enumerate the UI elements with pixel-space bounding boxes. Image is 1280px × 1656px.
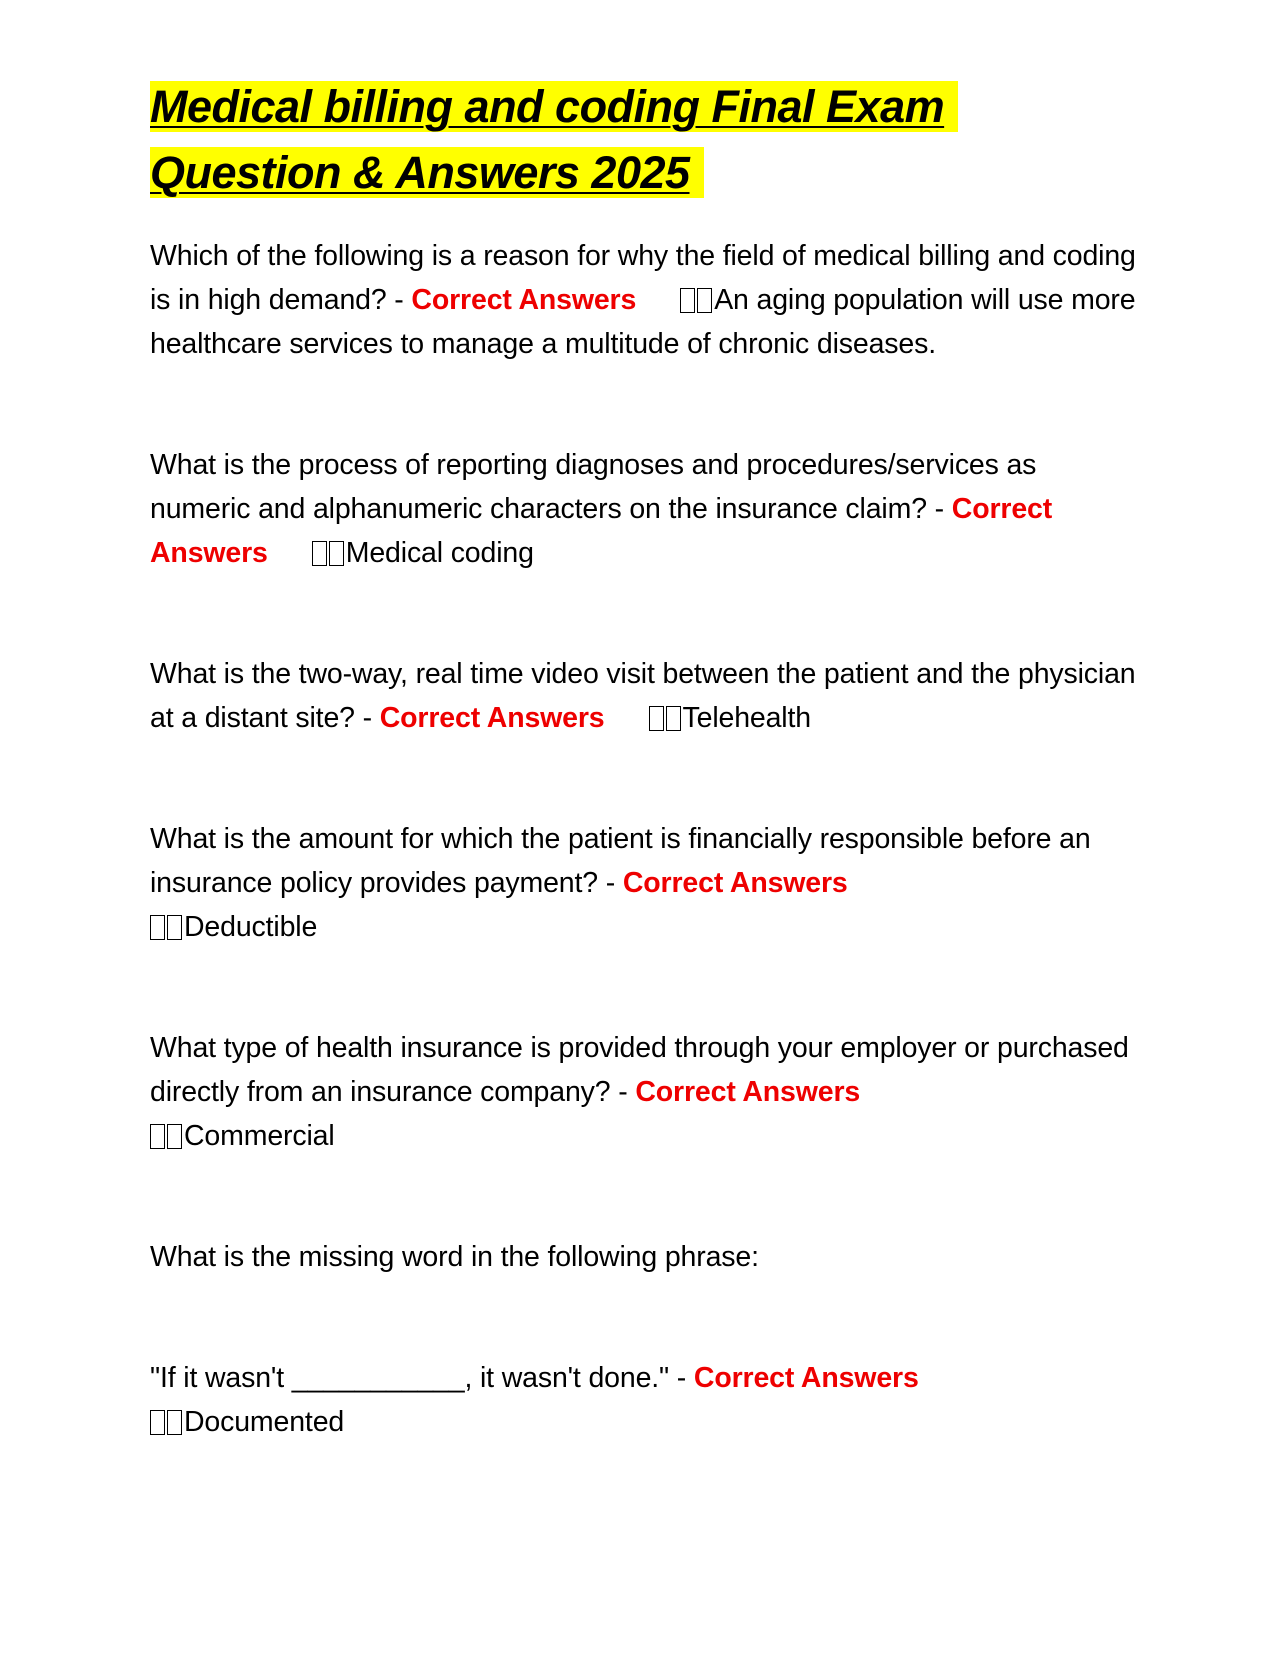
checkbox-glyphs-icon: [649, 702, 683, 734]
qa-item-6: [150, 1235, 1140, 1279]
correct-answers-label: Correct Answers: [411, 284, 637, 316]
qa-item-3: [150, 652, 1140, 740]
correct-answers-label: Correct Answers: [693, 1362, 919, 1394]
question-text: "If it wasn't ___________, it wasn't done." -: [150, 1362, 694, 1394]
qa-item-1: [150, 234, 1140, 366]
answer-text: Medical coding: [345, 537, 534, 569]
document-page: [150, 74, 1140, 1444]
correct-answers-label: Correct Answers: [150, 493, 1053, 569]
title-line-1: Medical billing and coding Final Exam: [150, 81, 958, 132]
question-text: What is the two-way, real time video visit between the patient and the physician at a distant site? -: [150, 658, 1136, 734]
question-text: What is the amount for which the patient is financially responsible before an insurance policy provides payment? -: [150, 823, 1091, 899]
title-line-2: Question & Answers 2025: [150, 147, 704, 198]
qa-item-7: [150, 1356, 1140, 1444]
answer-text: Telehealth: [682, 702, 811, 734]
checkbox-glyphs-icon: [312, 537, 346, 569]
question-text: What is the missing word in the following phrase:: [150, 1241, 759, 1273]
answer-text: An aging population will use more healthcare services to manage a multitude of chronic diseases.: [150, 284, 1136, 360]
answer-text: Documented: [184, 1406, 345, 1438]
qa-item-5: [150, 1026, 1140, 1158]
answer-text: Deductible: [184, 911, 318, 943]
checkbox-glyphs-icon: [150, 911, 184, 943]
checkbox-glyphs-icon: [680, 284, 714, 316]
correct-answers-label: Correct Answers: [622, 867, 848, 899]
qa-item-2: [150, 443, 1140, 575]
correct-answers-label: Correct Answers: [379, 702, 605, 734]
question-text: What is the process of reporting diagnoses and procedures/services as numeric and alphanumeric characters on the insurance claim? -: [150, 449, 1037, 525]
document-title: [150, 74, 1140, 206]
answer-text: Commercial: [184, 1120, 335, 1152]
question-text: What type of health insurance is provided through your employer or purchased directly from an insurance company? -: [150, 1032, 1129, 1108]
checkbox-glyphs-icon: [150, 1120, 184, 1152]
checkbox-glyphs-icon: [150, 1406, 184, 1438]
qa-item-4: [150, 817, 1140, 949]
question-text: Which of the following is a reason for why the field of medical billing and coding is in high demand? -: [150, 240, 1136, 316]
correct-answers-label: Correct Answers: [635, 1076, 861, 1108]
